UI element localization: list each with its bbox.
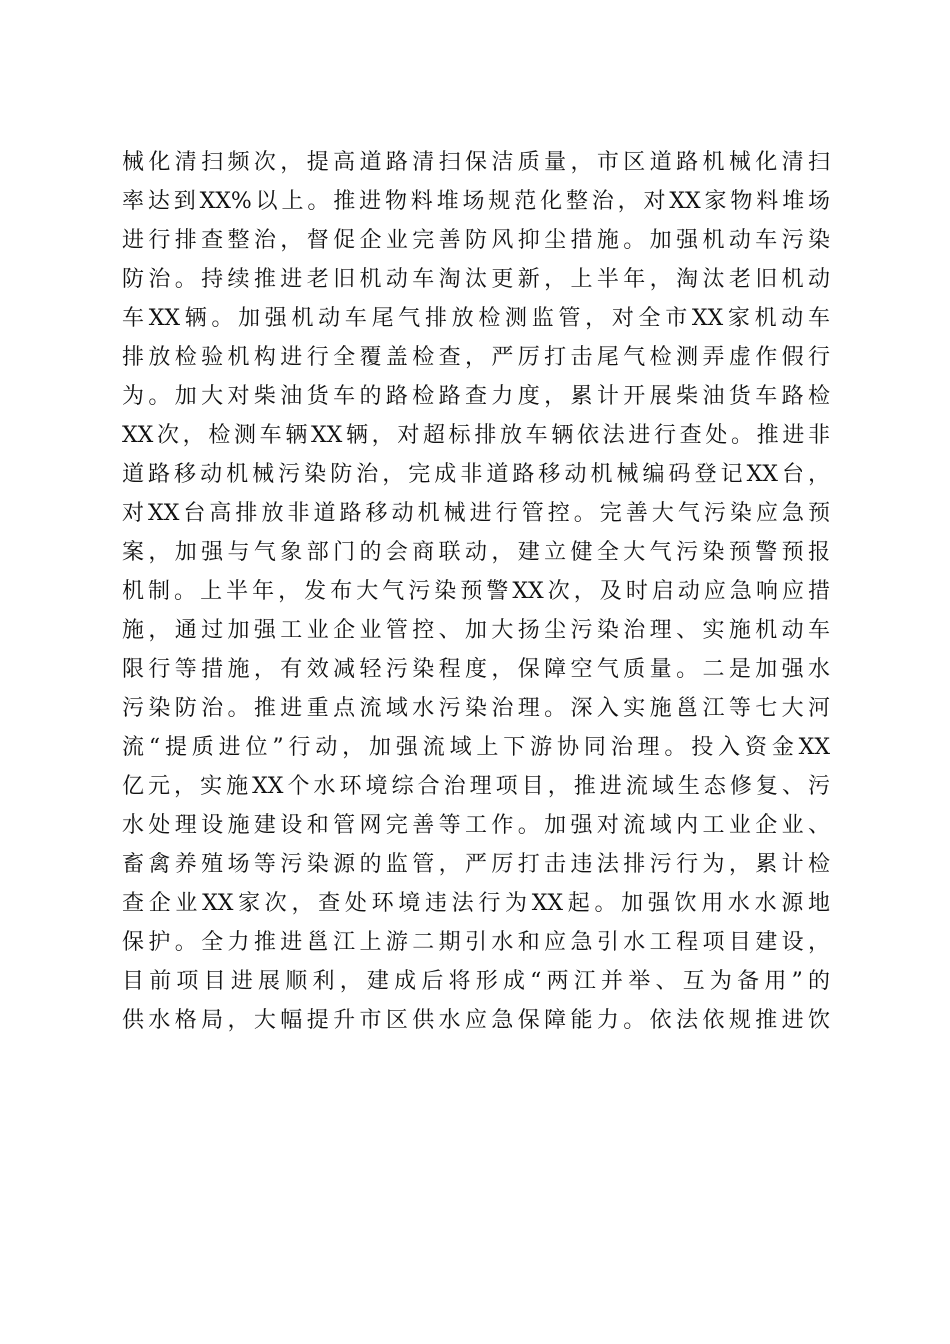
text-line-6: 排放检验机构进行全覆盖检查，严厉打击尾气检测弄虚作假行	[122, 345, 830, 370]
body-text	[122, 143, 830, 1040]
text-line-20: 查企业XX家次，查处环境违法行为XX起。加强饮用水水源地	[122, 891, 830, 916]
text-line-10: 对XX台高排放非道路移动机械进行管控。完善大气污染应急预	[122, 501, 830, 526]
text-line-19: 畜禽养殖场等污染源的监管，严厉打击违法排污行为，累计检	[122, 852, 830, 877]
text-line-21: 保护。全力推进邕江上游二期引水和应急引水工程项目建设，	[122, 930, 830, 955]
text-line-8: XX次，检测车辆XX辆，对超标排放车辆依法进行查处。推进非	[122, 423, 830, 448]
text-line-16: 流“提质进位”行动，加强流域上下游协同治理。投入资金XX	[122, 735, 830, 760]
text-line-3: 进行排查整治，督促企业完善防风抑尘措施。加强机动车污染	[122, 228, 830, 253]
text-line-4: 防治。持续推进老旧机动车淘汰更新，上半年，淘汰老旧机动	[122, 267, 830, 292]
text-line-17: 亿元，实施XX个水环境综合治理项目，推进流域生态修复、污	[122, 774, 830, 799]
text-line-12: 机制。上半年，发布大气污染预警XX次，及时启动应急响应措	[122, 579, 830, 604]
text-line-23: 供水格局，大幅提升市区供水应急保障能力。依法依规推进饮	[122, 1008, 830, 1033]
text-line-5: 车XX辆。加强机动车尾气排放检测监管，对全市XX家机动车	[122, 306, 830, 331]
text-line-2: 率达到XX%以上。推进物料堆场规范化整治，对XX家物料堆场	[122, 189, 830, 214]
text-line-22: 目前项目进展顺利，建成后将形成“两江并举、互为备用”的	[122, 969, 830, 994]
text-line-14: 限行等措施，有效减轻污染程度，保障空气质量。二是加强水	[122, 657, 830, 682]
text-line-18: 水处理设施建设和管网完善等工作。加强对流域内工业企业、	[122, 813, 830, 838]
text-line-15: 污染防治。推进重点流域水污染治理。深入实施邕江等七大河	[122, 696, 830, 721]
text-line-13: 施，通过加强工业企业管控、加大扬尘污染治理、实施机动车	[122, 618, 830, 643]
text-line-11: 案，加强与气象部门的会商联动，建立健全大气污染预警预报	[122, 540, 830, 565]
text-line-9: 道路移动机械污染防治，完成非道路移动机械编码登记XX台，	[122, 462, 830, 487]
text-line-7: 为。加大对柴油货车的路检路查力度，累计开展柴油货车路检	[122, 384, 830, 409]
text-line-1: 械化清扫频次，提高道路清扫保洁质量，市区道路机械化清扫	[122, 150, 830, 175]
